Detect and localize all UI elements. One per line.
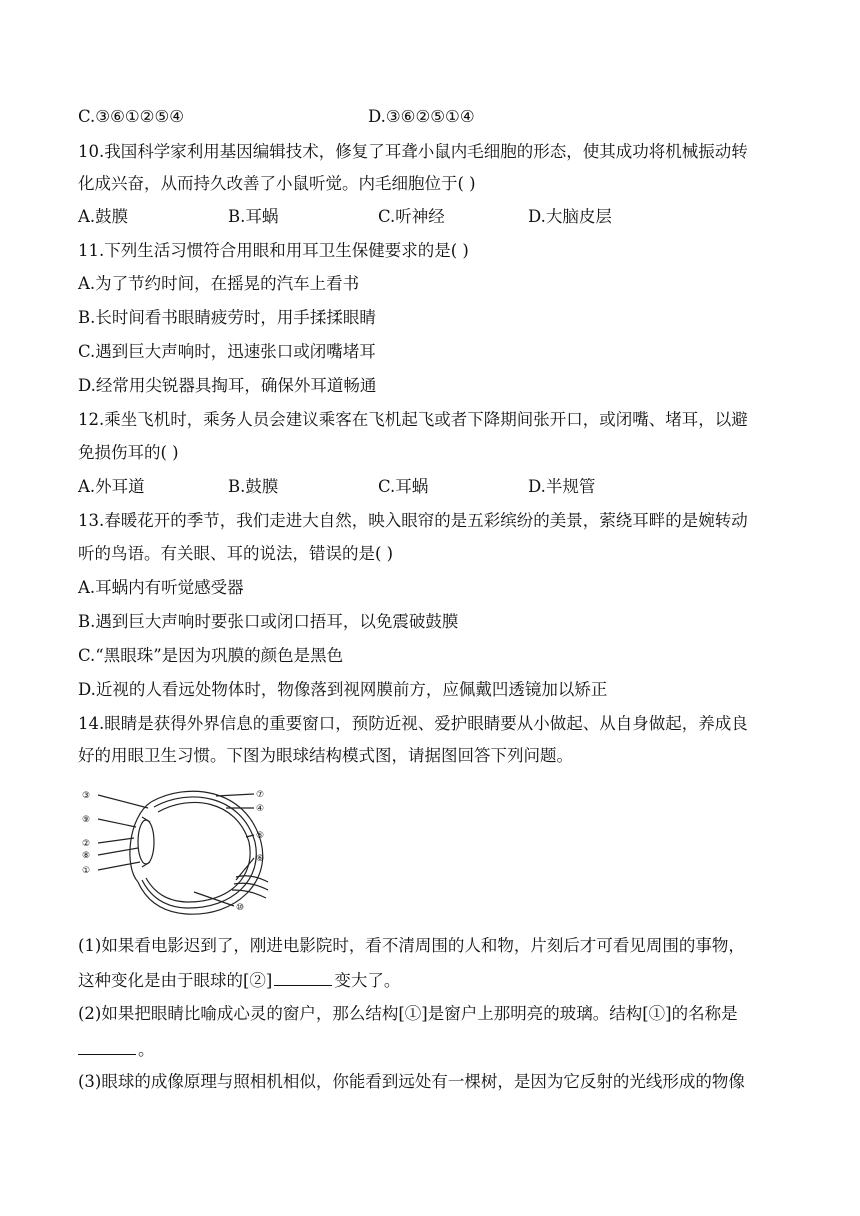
q14-sub1-line1: (1)如果看电影迟到了，刚进电影院时，看不清周围的人和物，片刻后才可看见周围的事物，	[78, 936, 745, 955]
figure-label-7: ⑦	[256, 790, 265, 800]
q12-option-a: A.外耳道	[78, 477, 145, 496]
eye-cornea	[130, 802, 151, 882]
q13-stem-line1: 13.春暖花开的季节，我们走进大自然，映入眼帘的是五彩缤纷的美景，萦绕耳畔的是婉转动	[78, 511, 748, 530]
q14-sub1-line2	[78, 969, 778, 992]
q10-option-d: D.大脑皮层	[528, 207, 612, 226]
figure-label-9: ⑨	[82, 815, 91, 825]
figure-label-2: ②	[82, 839, 91, 849]
figure-label-4: ④	[256, 804, 265, 814]
q12-stem-line2: 免损伤耳的( )	[78, 443, 179, 462]
eye-outer-sclera	[138, 791, 263, 914]
q12-option-c: C.耳蜗	[378, 477, 429, 496]
q13-option-c: C.“黑眼珠”是因为巩膜的颜色是黑色	[78, 646, 344, 665]
q14-stem-line2: 好的用眼卫生习惯。下图为眼球结构模式图，请据图回答下列问题。	[78, 746, 573, 765]
eye-lens	[138, 820, 154, 864]
eye-retina	[146, 802, 250, 902]
q10-option-b: B.耳蜗	[228, 207, 279, 226]
q9-option-c: C.③⑥①②⑤④	[78, 107, 185, 126]
q12-option-b: B.鼓膜	[228, 477, 279, 496]
figure-label-3: ③	[82, 791, 91, 801]
q14-sub2-text-b: 。	[138, 1040, 155, 1059]
q11-stem: 11.下列生活习惯符合用眼和用耳卫生保健要求的是( )	[78, 241, 469, 260]
q13-option-b: B.遇到巨大声响时要张口或闭口捂耳，以免震破鼓膜	[78, 612, 459, 631]
q14-sub2-line2	[78, 1038, 778, 1061]
figure-label-1: ①	[82, 866, 91, 876]
q12-option-d: D.半规管	[528, 477, 596, 496]
eyeball-structure-figure	[76, 782, 276, 917]
q14-sub1-text-a: 这种变化是由于眼球的[②]	[78, 971, 273, 990]
q14-sub2-line1: (2)如果把眼睛比喻成心灵的窗户，那么结构[①]是窗户上那明亮的玻璃。结构[①]的名称是	[78, 1004, 738, 1023]
q11-option-b: B.长时间看书眼睛疲劳时，用手揉揉眼睛	[78, 308, 376, 327]
q11-option-a: A.为了节约时间，在摇晃的汽车上看书	[78, 274, 360, 293]
q13-stem-line2: 听的鸟语。有关眼、耳的说法，错误的是( )	[78, 544, 394, 563]
q10-option-a: A.鼓膜	[78, 207, 129, 226]
q10-option-c: C.听神经	[378, 207, 445, 226]
q14-stem-line1: 14.眼睛是获得外界信息的重要窗口，预防近视、爱护眼睛要从小做起、从自身做起，养成良	[78, 714, 748, 733]
q14-sub1-text-b: 变大了。	[334, 971, 401, 990]
eye-iris	[142, 817, 150, 867]
q14-sub2-answer-blank[interactable]	[78, 1038, 136, 1055]
figure-label-10: ⑩	[236, 903, 245, 913]
q11-option-c: C.遇到巨大声响时，迅速张口或闭嘴堵耳	[78, 342, 376, 361]
q14-sub1-answer-blank[interactable]	[274, 969, 332, 986]
figure-label-8: ⑧	[82, 851, 91, 861]
eye-choroid	[142, 797, 256, 908]
q13-option-a: A.耳蜗内有听觉感受器	[78, 578, 244, 597]
figure-label-6: ⑥	[256, 854, 265, 864]
q11-option-d: D.经常用尖锐器具掏耳，确保外耳道畅通	[78, 376, 377, 395]
q10-stem-line2: 化成兴奋，从而持久改善了小鼠听觉。内毛细胞位于( )	[78, 174, 476, 193]
q14-sub3-line1: (3)眼球的成像原理与照相机相似，你能看到远处有一棵树，是因为它反射的光线形成的物像	[78, 1072, 745, 1091]
q12-stem-line1: 12.乘坐飞机时，乘务人员会建议乘客在飞机起飞或者下降期间张开口，或闭嘴、堵耳，以避	[78, 410, 748, 429]
q9-option-d: D.③⑥②⑤①④	[368, 107, 475, 126]
q10-stem-line1: 10.我国科学家利用基因编辑技术，修复了耳聋小鼠内毛细胞的形态，使其成功将机械振动转	[78, 142, 748, 161]
q13-option-d: D.近视的人看远处物体时，物像落到视网膜前方，应佩戴凹透镜加以矫正	[78, 680, 608, 699]
figure-label-5: ⑤	[256, 831, 265, 841]
